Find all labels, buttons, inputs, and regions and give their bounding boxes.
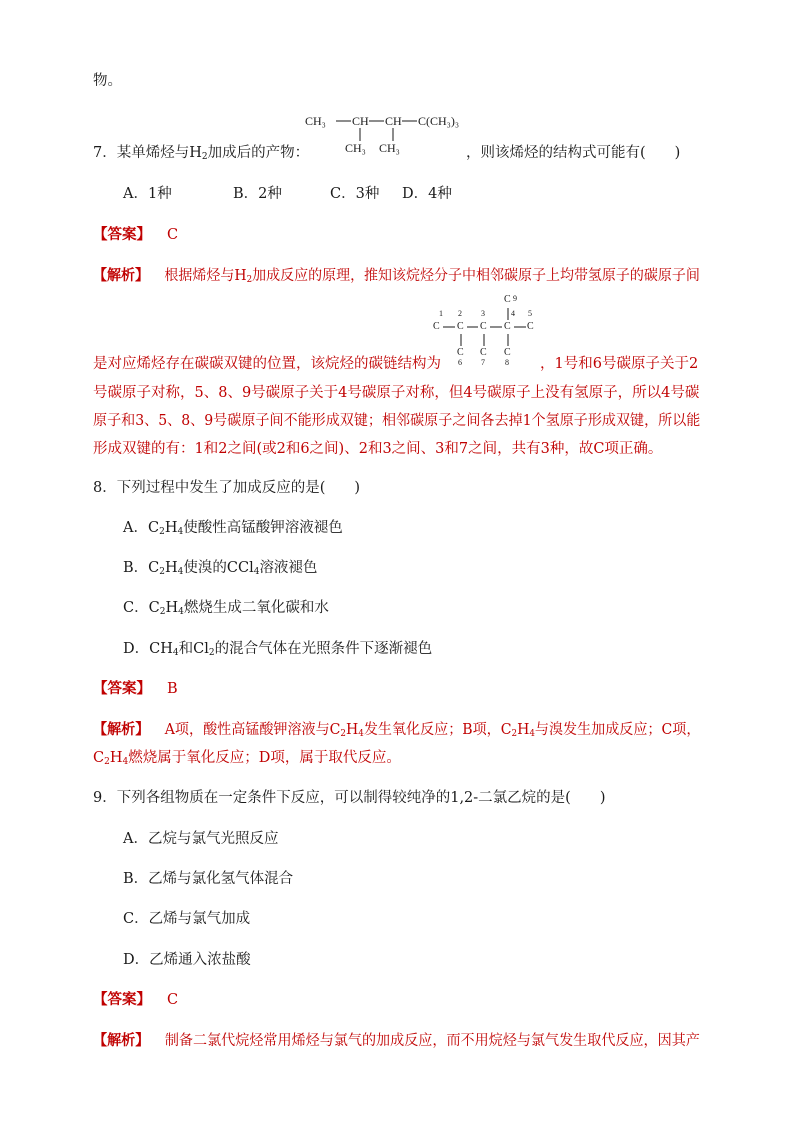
q7-options	[123, 184, 452, 204]
q8-option-b[interactable]	[123, 558, 317, 578]
subscript: 4	[529, 729, 535, 739]
q7-option-b[interactable]: B．2种	[233, 186, 282, 202]
analysis-text: H	[109, 750, 123, 766]
option-text: B．C	[123, 560, 160, 576]
option-text: 的混合气体在光照条件下逐渐褪色	[214, 641, 433, 657]
option-text: H	[165, 600, 179, 616]
chain-atom: C	[480, 321, 487, 332]
subscript: 2	[159, 527, 165, 537]
chain-number: 9	[513, 294, 517, 303]
option-text: A．C	[123, 520, 160, 536]
q7-stem-end: ，则该烯烃的结构式可能有( )	[466, 145, 681, 161]
q7-formula-group: CH	[385, 114, 402, 128]
q8-stem: 8．下列过程中发生了加成反应的是( )	[93, 480, 361, 496]
analysis-label: 【解析】	[93, 1032, 150, 1049]
q7-analysis-line: 是对应烯烃存在碳碳双键的位置，该烷烃的碳链结构为	[93, 356, 441, 372]
q7-analysis-line	[93, 266, 700, 286]
answer-label: 【答案】	[93, 226, 151, 243]
q7-product-formula	[303, 111, 473, 157]
subscript: 2	[201, 152, 208, 162]
q7-option-a[interactable]: A．1种	[123, 186, 172, 202]
chain-number: 5	[528, 309, 532, 318]
q9-option-d[interactable]: D．乙烯通入浓盐酸	[123, 952, 251, 968]
chain-atom: C	[504, 294, 511, 305]
answer-value: C	[167, 992, 179, 1008]
analysis-text: A项，酸性高锰酸钾溶液与C	[164, 722, 341, 738]
analysis-text: 与溴发生加成反应；C项，	[534, 722, 701, 738]
option-text: C．C	[123, 600, 160, 616]
q7-formula-group: CH₃	[305, 114, 326, 128]
q8-answer	[93, 679, 178, 699]
q7-formula-branch: CH₃	[379, 141, 400, 155]
subscript: 2	[104, 757, 110, 767]
chain-number: 3	[481, 309, 485, 318]
analysis-text: 制备二氯代烷烃常用烯烃与氯气的加成反应，而不用烷烃与氯气发生取代反应，因其产	[164, 1033, 700, 1049]
analysis-text: H	[517, 722, 530, 738]
chain-atom: C	[457, 321, 464, 332]
answer-label: 【答案】	[93, 680, 151, 697]
analysis-text: 加成反应的原理，推知该烷烃分子中相邻碳原子上均带氢原子的碳原子间	[252, 268, 700, 284]
chain-atom: C	[527, 321, 534, 332]
analysis-text: H	[345, 722, 359, 738]
q8-option-d[interactable]	[123, 639, 432, 659]
chain-atom: C	[480, 347, 487, 358]
q8-analysis-line	[93, 720, 700, 740]
option-text: 和Cl	[178, 641, 209, 657]
subscript: 2	[246, 275, 253, 285]
q7-analysis-line: 形成双键的有：1和2之间(或2和6之间)、2和3之间、3和7之间，共有3种，故C项正确。	[93, 441, 663, 457]
subscript: 4	[177, 567, 184, 577]
q7-option-d[interactable]: D．4种	[402, 186, 452, 202]
q7-stem-text: 7．某单烯烃与H	[93, 145, 202, 161]
chain-atom: C	[504, 347, 511, 358]
option-text: 燃烧生成二氧化碳和水	[183, 600, 329, 616]
analysis-text: 根据烯烃与H	[164, 268, 247, 284]
q9-option-c[interactable]: C．乙烯与氯气加成	[123, 911, 251, 927]
option-text: 使酸性高锰酸钾溶液褪色	[183, 520, 343, 536]
q7-stem	[93, 143, 309, 163]
subscript: 4	[177, 527, 184, 537]
subscript: 4	[122, 757, 129, 767]
q7-analysis-line: 原子和3、5、8、9号碳原子间不能形成双键；相邻碳原子之间各去掉1个氢原子形成双键，所以能	[93, 413, 701, 429]
subscript: 4	[253, 567, 260, 577]
q7-formula-branch: CH₃	[345, 141, 366, 155]
subscript: 2	[511, 729, 518, 739]
q9-option-b[interactable]: B．乙烯与氯化氢气体混合	[123, 871, 294, 887]
option-text: 溶液褪色	[259, 560, 318, 576]
q9-stem: 9．下列各组物质在一定条件下反应，可以制得较纯净的1,2-二氯乙烷的是( )	[93, 790, 606, 806]
subscript: 2	[159, 567, 165, 577]
chain-atom: C	[504, 321, 511, 332]
q9-analysis-line	[93, 1031, 700, 1051]
q7-stem-text: 加成后的产物：	[207, 145, 310, 161]
q7-analysis-line: 号碳原子对称，5、8、9号碳原子关于4号碳原子对称，但4号碳原子上没有氢原子，所以4号碳	[93, 385, 700, 401]
chain-number: 1	[439, 309, 443, 318]
answer-label: 【答案】	[93, 991, 151, 1008]
q8-option-a[interactable]	[123, 518, 343, 538]
option-text: H	[164, 520, 178, 536]
chain-number: 7	[481, 358, 485, 367]
carbon-chain-diagram	[430, 294, 540, 370]
q7-answer	[93, 225, 178, 245]
q8-analysis-line	[93, 748, 401, 768]
q7-formula-group: CH	[352, 114, 369, 128]
q7-analysis-line: ，1号和6号碳原子关于2	[540, 356, 699, 372]
subscript: 4	[172, 648, 179, 658]
subscript: 2	[340, 729, 346, 739]
analysis-label: 【解析】	[93, 721, 150, 738]
q7-option-c[interactable]: C．3种	[330, 186, 380, 202]
option-text: H	[164, 560, 178, 576]
q9-option-a[interactable]: A．乙烷与氯气光照反应	[123, 831, 279, 847]
subscript: 2	[159, 607, 166, 617]
subscript: 4	[178, 607, 184, 617]
q9-answer	[93, 990, 178, 1010]
q8-option-c[interactable]	[123, 598, 329, 618]
subscript: 4	[358, 729, 364, 739]
answer-value: C	[167, 227, 179, 243]
analysis-text: 发生氧化反应；B项，C	[363, 722, 512, 738]
option-text: 使溴的CCl	[183, 560, 254, 576]
chain-atom: C	[433, 321, 440, 332]
option-text: D．CH	[123, 641, 173, 657]
previous-paragraph-tail: 物。	[93, 73, 122, 89]
q7-formula-group: C(CH₃)₃	[418, 114, 460, 128]
chain-number: 2	[458, 309, 462, 318]
chain-number: 4	[511, 309, 515, 318]
answer-value: B	[167, 681, 178, 697]
carbon-chain-bonds	[430, 294, 540, 370]
analysis-label: 【解析】	[93, 267, 149, 284]
analysis-text: C	[93, 750, 105, 766]
chain-number: 6	[458, 358, 462, 367]
chain-atom: C	[457, 347, 464, 358]
chain-number: 8	[505, 358, 509, 367]
subscript: 2	[208, 648, 215, 658]
analysis-text: 燃烧属于氧化反应；D项，属于取代反应。	[128, 750, 401, 766]
